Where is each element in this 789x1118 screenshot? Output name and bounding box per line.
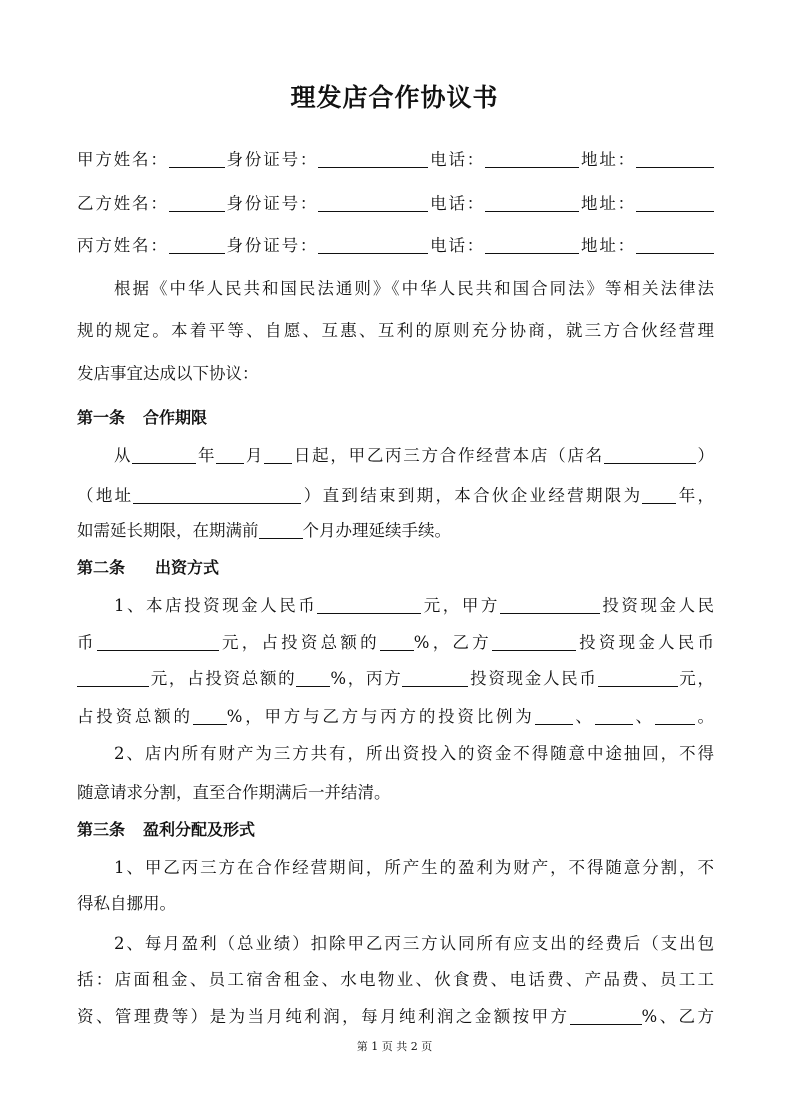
- blank-field[interactable]: [169, 149, 225, 168]
- article-3-line: 1、甲乙丙三方在合作经营期间，所产生的盈利为财产，不得随意分割，不: [114, 858, 714, 877]
- blank-field[interactable]: [535, 706, 573, 725]
- blank-field[interactable]: [492, 632, 576, 651]
- article-2-line: 币 元，占投资总额的 %，乙方 投资现金人民币: [77, 633, 715, 652]
- article-1-line: 如需延长期限，在期满前 个月办理延续手续。: [77, 521, 451, 540]
- blank-field[interactable]: [318, 235, 428, 254]
- intro-line: 规的规定。本着平等、自愿、互惠、互利的原则充分协商，就三方合伙经营理: [77, 321, 714, 340]
- blank-field[interactable]: [169, 193, 225, 212]
- party-c-line: 丙方姓名： 身份证号： 电话： 地址：: [77, 234, 714, 258]
- party-b-line: 乙方姓名： 身份证号： 电话： 地址：: [77, 192, 714, 216]
- blank-field[interactable]: [485, 235, 579, 254]
- article-2-line: 占投资总额的 %，甲方与乙方与丙方的投资比例为 、 、 。: [77, 707, 715, 726]
- blank-field[interactable]: [318, 149, 428, 168]
- blank-field[interactable]: [193, 706, 227, 725]
- blank-field[interactable]: [570, 1006, 642, 1025]
- article-2-line: 随意请求分割，直至合作期满后一并结清。: [77, 783, 391, 802]
- blank-field[interactable]: [595, 706, 633, 725]
- blank-field[interactable]: [485, 193, 579, 212]
- blank-field[interactable]: [598, 668, 678, 687]
- intro-line: 根据《中华人民共和国民法通则》《中华人民共和国合同法》等相关法律法: [114, 279, 714, 298]
- blank-field[interactable]: [132, 445, 196, 464]
- article-1-line: （地址 ）直到结束到期，本合伙企业经营期限为 年，: [77, 486, 714, 505]
- party-a-line: 甲方姓名： 身份证号： 电话： 地址：: [77, 148, 714, 172]
- article-3-line: 2、每月盈利（总业绩）扣除甲乙丙三方认同所有应支出的经费后（支出包: [114, 934, 714, 953]
- article-2-line: 2、店内所有财产为三方共有，所出资投入的资金不得随意中途抽回，不得: [114, 744, 714, 763]
- blank-field[interactable]: [636, 193, 714, 212]
- blank-field[interactable]: [296, 668, 330, 687]
- article-2-line: 1、本店投资现金人民币 元，甲方 投资现金人民: [114, 596, 715, 615]
- blank-field[interactable]: [259, 520, 303, 539]
- blank-field[interactable]: [655, 706, 695, 725]
- intro-line: 发店事宜达成以下协议：: [77, 364, 259, 383]
- blank-field[interactable]: [485, 149, 579, 168]
- article-3-line: 资、管理费等）是为当月纯利润，每月纯利润之金额按甲方 %、乙方: [77, 1007, 715, 1026]
- blank-field[interactable]: [402, 668, 468, 687]
- article-3-line: 括：店面租金、员工宿舍租金、水电物业、伙食费、电话费、产品费、员工工: [77, 970, 714, 989]
- article-3-heading: 第三条 盈利分配及形式: [77, 820, 256, 839]
- article-1-line: 从 年 月 日起，甲乙丙三方合作经营本店（店名 ）: [114, 446, 715, 465]
- blank-field[interactable]: [636, 235, 714, 254]
- blank-field[interactable]: [216, 445, 244, 464]
- article-3-line: 得私自挪用。: [77, 894, 176, 913]
- blank-field[interactable]: [97, 632, 219, 651]
- blank-field[interactable]: [77, 668, 149, 687]
- blank-field[interactable]: [318, 193, 428, 212]
- blank-field[interactable]: [500, 595, 600, 614]
- blank-field[interactable]: [380, 632, 414, 651]
- document-title: 理发店合作协议书: [290, 83, 499, 112]
- blank-field[interactable]: [642, 485, 676, 504]
- blank-field[interactable]: [133, 485, 301, 504]
- page-footer: 第 1 页 共 2 页: [356, 1040, 433, 1053]
- article-2-heading: 第二条 出资方式: [77, 558, 220, 577]
- article-1-heading: 第一条 合作期限: [77, 408, 208, 427]
- blank-field[interactable]: [317, 595, 421, 614]
- blank-field[interactable]: [169, 235, 225, 254]
- blank-field[interactable]: [636, 149, 714, 168]
- blank-field[interactable]: [264, 445, 292, 464]
- article-2-line: 元，占投资总额的 %，丙方 投资现金人民币 元，: [77, 667, 714, 691]
- blank-field[interactable]: [604, 445, 696, 464]
